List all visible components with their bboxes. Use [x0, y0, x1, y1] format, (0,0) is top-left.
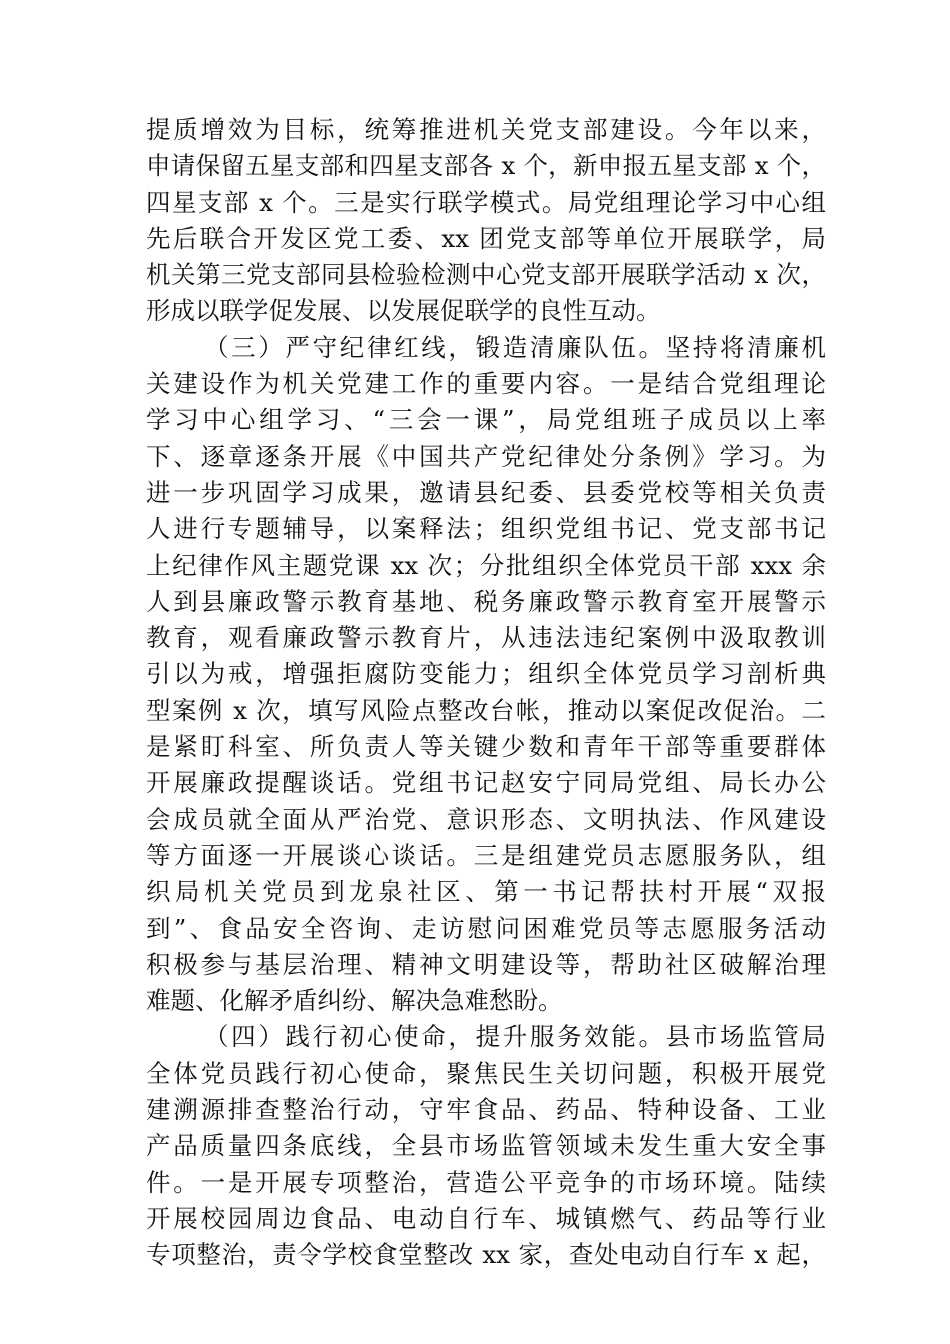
text-line: 提质增效为目标，统筹推进机关党支部建设。今年以来，	[146, 115, 826, 144]
text-line: 专项整治，责令学校食堂整改 xx 家，查处电动自行车 x 起，	[146, 1240, 826, 1270]
text-line: 引以为戒，增强拒腐防变能力；组织全体党员学习剖析典	[146, 659, 826, 689]
text-line: 上纪律作风主题党课 xx 次；分批组织全体党员干部 xxx 余	[146, 550, 826, 580]
text-line: 先后联合开发区党工委、xx 团党支部等单位开展联学，局	[146, 223, 826, 253]
text-line: 开展廉政提醒谈话。党组书记赵安宁同局党组、局长办公	[146, 768, 826, 798]
text-line: 产品质量四条底线，全县市场监管领域未发生重大安全事	[146, 1131, 826, 1161]
text-line: 难题、化解矛盾纠纷、解决急难愁盼。	[146, 986, 563, 1016]
text-line: 积极参与基层治理、精神文明建设等，帮助社区破解治理	[146, 949, 826, 979]
text-line: 建溯源排查整治行动，守牢食品、药品、特种设备、工业	[146, 1095, 826, 1125]
text-line: 申请保留五星支部和四星支部各 x 个，新申报五星支部 x 个，	[146, 151, 826, 181]
text-line: 全体党员践行初心使命，聚焦民生关切问题，积极开展党	[146, 1058, 826, 1088]
text-line: 学习中心组学习、“三会一课”，局党组班子成员以上率	[146, 405, 826, 435]
text-line: 教育，观看廉政警示教育片，从违法违纪案例中汲取教训	[146, 623, 826, 653]
paragraph-heading-line: （三）严守纪律红线，锻造清廉队伍。坚持将清廉机	[204, 332, 826, 362]
text-line: 下、逐章逐条开展《中国共产党纪律处分条例》学习。为	[146, 441, 826, 471]
text-line: 四星支部 x 个。三是实行联学模式。局党组理论学习中心组	[146, 187, 826, 217]
text-line: 型案例 x 次，填写风险点整改台帐，推动以案促改促治。二	[146, 695, 826, 725]
text-line: 会成员就全面从严治党、意识形态、文明执法、作风建设	[146, 804, 826, 834]
text-line: 人到县廉政警示教育基地、税务廉政警示教育室开展警示	[146, 586, 826, 616]
text-line: 关建设作为机关党建工作的重要内容。一是结合党组理论	[146, 369, 826, 399]
text-line: 是紧盯科室、所负责人等关键少数和青年干部等重要群体	[146, 732, 826, 762]
text-line: 形成以联学促发展、以发展促联学的良性互动。	[146, 296, 661, 326]
text-line: 织局机关党员到龙泉社区、第一书记帮扶村开展“双报	[146, 877, 826, 907]
text-line: 开展校园周边食品、电动自行车、城镇燃气、药品等行业	[146, 1203, 826, 1233]
text-line: 件。一是开展专项整治，营造公平竞争的市场环境。陆续	[146, 1167, 826, 1197]
document-body	[146, 112, 826, 1274]
text-line: 等方面逐一开展谈心谈话。三是组建党员志愿服务队，组	[146, 840, 826, 870]
text-line: 进一步巩固学习成果，邀请县纪委、县委党校等相关负责	[146, 477, 826, 507]
paragraph-heading-line: （四）践行初心使命，提升服务效能。县市场监管局	[204, 1022, 826, 1052]
text-line: 人进行专题辅导，以案释法；组织党组书记、党支部书记	[146, 514, 826, 544]
text-line: 到”、食品安全咨询、走访慰问困难党员等志愿服务活动	[146, 913, 826, 943]
text-line: 机关第三党支部同县检验检测中心党支部开展联学活动 x 次，	[146, 260, 826, 290]
